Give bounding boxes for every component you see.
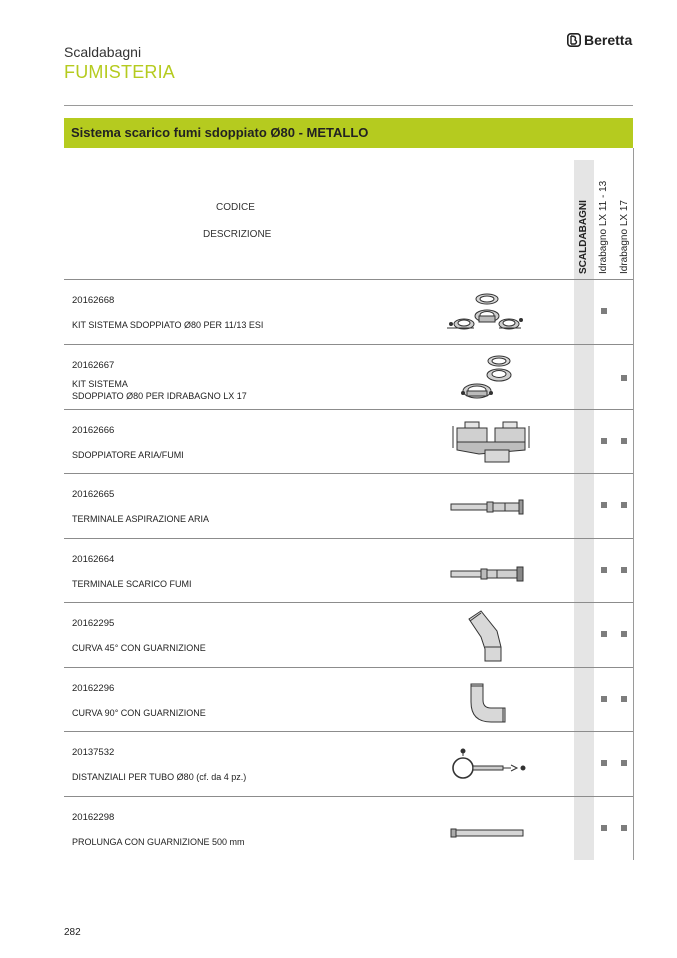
product-code: 20162296 [72, 683, 115, 694]
availability-mark-lx17 [621, 760, 627, 766]
product-code: 20137532 [72, 747, 115, 758]
column-header-lx17: Idrabagno LX 17 [619, 200, 630, 274]
availability-mark-lx1113 [601, 438, 607, 444]
product-description: KIT SISTEMA SDOPPIATO Ø80 PER 11/13 ESI [72, 320, 264, 330]
splitter-icon [439, 414, 549, 470]
table-row [64, 667, 633, 732]
product-description: TERMINALE SCARICO FUMI [72, 579, 192, 589]
table-row [64, 473, 633, 538]
product-description: CURVA 90° CON GUARNIZIONE [72, 708, 206, 718]
availability-mark-lx17 [621, 825, 627, 831]
product-description: PROLUNGA CON GUARNIZIONE 500 mm [72, 837, 245, 847]
product-code: 20162664 [72, 554, 115, 565]
brand-logo [567, 32, 632, 48]
product-code: 20162298 [72, 812, 115, 823]
product-code: 20162666 [72, 425, 115, 436]
product-description: TERMINALE ASPIRAZIONE ARIA [72, 514, 210, 524]
page-title: FUMISTERIA [64, 62, 176, 82]
section-title: Sistema scarico fumi sdoppiato Ø80 - METALLO [71, 125, 369, 140]
availability-mark-lx17 [621, 438, 627, 444]
column-group-scaldabagni: SCALDABAGNI [578, 200, 589, 274]
product-description: DISTANZIALI PER TUBO Ø80 (cf. da 4 pz.) [72, 772, 247, 782]
product-description: CURVA 45° CON GUARNIZIONE [72, 643, 206, 653]
elbow-45-icon [439, 607, 549, 663]
availability-mark-lx17 [621, 631, 627, 637]
table-row [64, 538, 633, 603]
column-header-lx1113: Idrabagno LX 11 - 13 [598, 180, 609, 274]
table-row [64, 796, 633, 861]
product-description: SDOPPIATORE ARIA/FUMI [72, 450, 184, 460]
column-header-description: DESCRIZIONE [203, 229, 272, 240]
table-row [64, 279, 633, 344]
section-banner [64, 118, 633, 148]
product-code: 20162668 [72, 295, 115, 306]
table-right-border [633, 148, 634, 860]
header-divider [64, 105, 633, 106]
page-number: 282 [64, 927, 81, 938]
availability-mark-lx1113 [601, 760, 607, 766]
split-kit-17-icon [439, 349, 549, 405]
table-row [64, 731, 633, 796]
header-category: Scaldabagni [64, 44, 142, 60]
availability-mark-lx17 [621, 502, 627, 508]
availability-mark-lx17 [621, 375, 627, 381]
table-row [64, 344, 633, 409]
table-row [64, 602, 633, 667]
extension-pipe-icon [439, 801, 549, 857]
availability-mark-lx1113 [601, 502, 607, 508]
availability-mark-lx17 [621, 696, 627, 702]
availability-mark-lx1113 [601, 825, 607, 831]
pipe-spacer-icon [439, 736, 549, 792]
table-row [64, 409, 633, 474]
product-description-line: KIT SISTEMA [72, 379, 128, 389]
beretta-logo-icon [567, 33, 581, 47]
availability-mark-lx1113 [601, 567, 607, 573]
product-description-line: SDOPPIATO Ø80 PER IDRABAGNO LX 17 [72, 391, 247, 401]
product-code: 20162295 [72, 618, 115, 629]
availability-mark-lx17 [621, 567, 627, 573]
availability-mark-lx1113 [601, 696, 607, 702]
product-code: 20162667 [72, 360, 115, 371]
split-kit-icon [439, 284, 549, 340]
availability-mark-lx1113 [601, 631, 607, 637]
availability-mark-lx1113 [601, 308, 607, 314]
product-description [72, 378, 247, 402]
flue-terminal-icon [439, 543, 549, 599]
product-code: 20162665 [72, 489, 115, 500]
air-terminal-icon [439, 478, 549, 534]
brand-name: Beretta [584, 32, 633, 48]
elbow-90-icon [439, 672, 549, 728]
column-header-code: CODICE [216, 202, 255, 213]
